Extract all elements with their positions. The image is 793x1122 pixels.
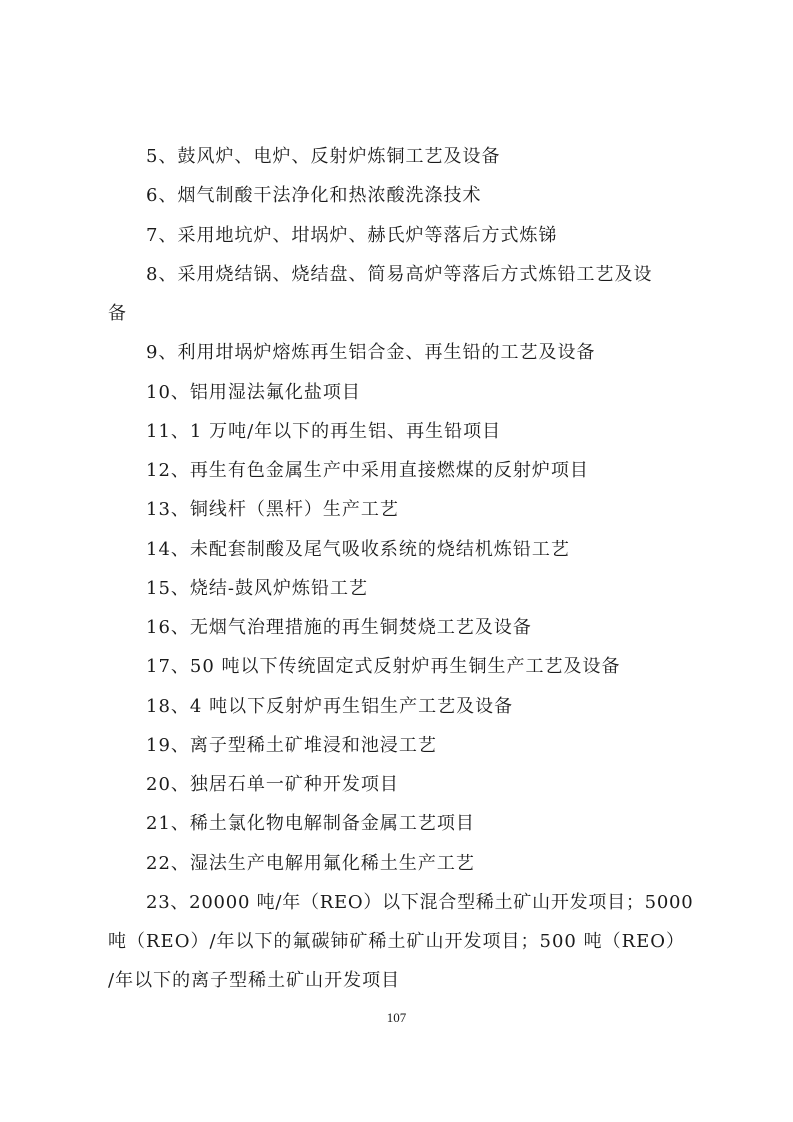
- list-item-23-continuation-1: 吨（REO）/年以下的氟碳铈矿稀土矿山开发项目；500 吨（REO）: [108, 931, 686, 952]
- list-item-19: 19、离子型稀土矿堆浸和池浸工艺: [146, 735, 437, 756]
- list-item-7: 7、采用地坑炉、坩埚炉、赫氏炉等落后方式炼锑: [146, 225, 558, 246]
- list-item-9: 9、利用坩埚炉熔炼再生铝合金、再生铅的工艺及设备: [146, 342, 596, 363]
- list-item-21: 21、稀土氯化物电解制备金属工艺项目: [146, 813, 475, 834]
- list-item-20: 20、独居石单一矿种开发项目: [146, 774, 399, 795]
- list-item-16: 16、无烟气治理措施的再生铜焚烧工艺及设备: [146, 617, 532, 638]
- page-number: 107: [386, 1010, 407, 1025]
- list-item-8-continuation: 备: [108, 303, 127, 324]
- list-item-23: 23、20000 吨/年（REO）以下混合型稀土矿山开发项目；5000: [146, 892, 694, 913]
- list-item-12: 12、再生有色金属生产中采用直接燃煤的反射炉项目: [146, 460, 589, 481]
- list-item-13: 13、铜线杆（黑杆）生产工艺: [146, 499, 399, 520]
- list-item-15: 15、烧结-鼓风炉炼铅工艺: [146, 578, 368, 599]
- list-item-23-continuation-2: /年以下的离子型稀土矿山开发项目: [108, 970, 401, 991]
- list-item-17: 17、50 吨以下传统固定式反射炉再生铜生产工艺及设备: [146, 656, 621, 677]
- list-item-6: 6、烟气制酸干法净化和热浓酸洗涤技术: [146, 185, 482, 206]
- list-item-14: 14、未配套制酸及尾气吸收系统的烧结机炼铅工艺: [146, 539, 570, 560]
- list-item-22: 22、湿法生产电解用氟化稀土生产工艺: [146, 853, 475, 874]
- list-item-18: 18、4 吨以下反射炉再生铝生产工艺及设备: [146, 696, 514, 717]
- list-item-5: 5、鼓风炉、电炉、反射炉炼铜工艺及设备: [146, 146, 501, 167]
- list-item-8: 8、采用烧结锅、烧结盘、简易高炉等落后方式炼铅工艺及设: [146, 264, 653, 285]
- list-item-11: 11、1 万吨/年以下的再生铝、再生铅项目: [146, 421, 502, 442]
- list-item-10: 10、铝用湿法氟化盐项目: [146, 382, 361, 403]
